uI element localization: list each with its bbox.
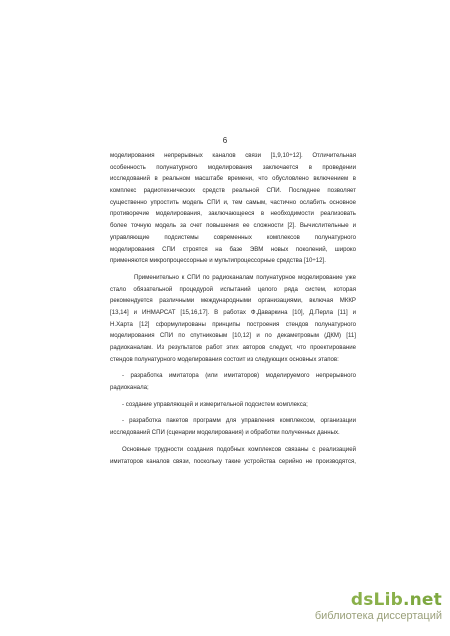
text-line: Применительно к СПИ по радиоканалам полунатурное моделирование уже (134, 273, 356, 281)
list-item (110, 415, 356, 438)
paragraph (110, 444, 356, 467)
text-line: радиоканалам. Из результатов работ этих авторов следует, что проектирование (110, 344, 356, 351)
text-line: радиоканала; (110, 384, 149, 392)
text-line: моделирования СПИ строятся на базе ЭВМ новых поколений, широко (110, 245, 356, 253)
text-line: исследований в реальном масштабе времени, что обусловлено включением в (110, 175, 356, 183)
list-item (110, 399, 356, 411)
paragraph (110, 272, 356, 366)
text-line: моделирования СПИ по спутниковым [10,12] и по декаметровым (ДКМ) [11] (110, 332, 356, 340)
text-line: рекомендуется различными международными организациями, включая МККР (110, 297, 356, 305)
watermark[interactable] (315, 590, 442, 622)
text-line: стендов полунатурного моделирования состоит из следующих основных этапов: (110, 355, 339, 363)
text-line: стало обязательной процедурой испытаний целого ряда систем, которая (110, 285, 356, 293)
text-line: управляющие подсистемы современных комплексов полунатурного (110, 233, 356, 241)
text-line: более точную модель за счет повышения ее сложности [2]. Вычислительные и (110, 222, 356, 230)
text-line: - разработка пакетов программ для управления комплексом, организации (122, 417, 356, 425)
text-line: комплекс радиотехнических средств реальной СПИ. Последнее позволяет (110, 187, 356, 195)
text-line: особенность полунатурного моделирования заключается в проведении (110, 163, 356, 171)
watermark-logo: dsLib.net (350, 590, 442, 610)
text-line: - создание управляющей и измерительной подсистем комплекса; (122, 400, 308, 408)
text-line: - разработка имитатора (или имитаторов) моделируемого непрерывного (122, 372, 356, 380)
text-line: существенно упростить модель СПИ и, тем самым, частично ослабить основное (110, 198, 356, 206)
page-number: 6 (222, 136, 228, 145)
text-line: противоречие моделирования, заключающееся в необходимости реализовать (110, 210, 356, 218)
text-line: исследований СПИ (сценарии моделирования) и обработки полученных данных. (110, 429, 340, 437)
text-line: имитаторов каналов связи, поскольку такие устройства серийно не производятся, (110, 457, 356, 465)
text-line: применяются микропроцессорные и мультипроцессорные средства [10÷12]. (110, 257, 326, 265)
paragraph (110, 150, 356, 267)
body-text (110, 150, 356, 467)
text-line: Н.Харта [12] сформулированы принципы построения стендов полунатурного (110, 320, 356, 328)
list-item (110, 370, 356, 393)
text-line: [13,14] и ИНМАРСАТ [15,16,17]. В работах Ф.Даваркина [10], Д.Перла [11] и (110, 308, 356, 316)
watermark-subtitle: библиотека диссертаций (314, 610, 442, 622)
text-line: Основные трудности создания подобных комплексов связаны с реализацией (122, 445, 356, 453)
text-line: моделирования непрерывных каналов связи [1,9,10÷12]. Отличительная (110, 152, 356, 159)
